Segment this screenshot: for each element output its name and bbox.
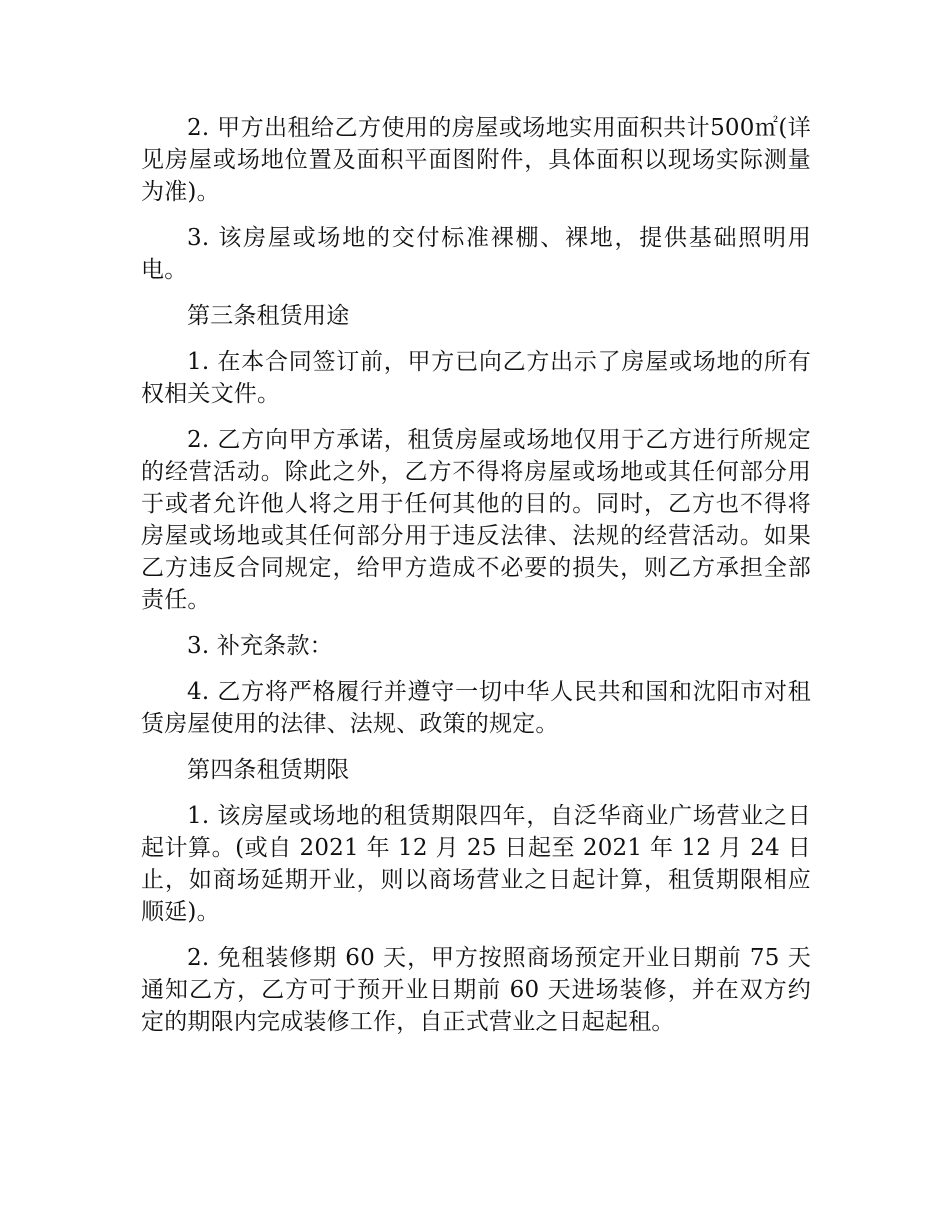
section-heading-article-4: 第四条租赁期限 bbox=[187, 757, 350, 783]
paragraph-1-ownership-documents: 1. 在本合同签订前，甲方已向乙方出示了房屋或场地的所有权相关文件。 bbox=[141, 349, 811, 407]
document-body bbox=[141, 112, 811, 1052]
paragraph-2-area: 2. 甲方出租给乙方使用的房屋或场地实用面积共计500㎡(详见房屋或场地位置及面积平面图附件，具体面积以现场实际测量为准)。 bbox=[141, 115, 811, 205]
paragraph-3-supplementary-terms: 3. 补充条款： bbox=[187, 633, 333, 659]
paragraph-4-compliance: 4. 乙方将严格履行并遵守一切中华人民共和国和沈阳市对租赁房屋使用的法律、法规、政策的规定。 bbox=[141, 679, 811, 737]
paragraph-3-delivery-standard: 3. 该房屋或场地的交付标准裸棚、裸地，提供基础照明用电。 bbox=[141, 225, 811, 283]
paragraph-2-usage-commitment: 2. 乙方向甲方承诺，租赁房屋或场地仅用于乙方进行所规定的经营活动。除此之外，乙方不得将房屋或场地或其任何部分用于或者允许他人将之用于任何其他的目的。同时，乙方也不得将房屋或场地或其任何部分用于违反法律、法规的经营活动。如果乙方违反合同规定，给甲方造成不必要的损失，则乙方承担全部责任。 bbox=[141, 427, 811, 613]
paragraph-2-rent-free-period: 2. 免租装修期 60 天，甲方按照商场预定开业日期前 75 天通知乙方，乙方可于预开业日期前 60 天进场装修，并在双方约定的期限内完成装修工作，自正式营业之日起起租。 bbox=[141, 945, 811, 1035]
paragraph-1-lease-term: 1. 该房屋或场地的租赁期限四年，自泛华商业广场营业之日起计算。(或自 2021 年 12 月 25 日起至 2021 年 12 月 24 日止，如商场延期开业，则以商场营业之日起计算，租赁期限相应顺延)。 bbox=[141, 803, 811, 925]
section-heading-article-3: 第三条租赁用途 bbox=[187, 303, 350, 329]
